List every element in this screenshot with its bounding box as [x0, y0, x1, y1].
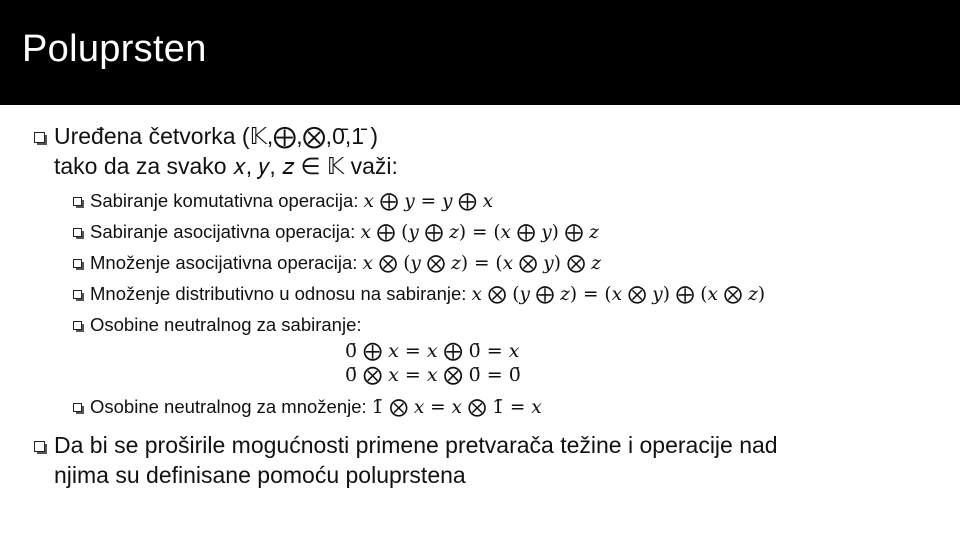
main-bullet-1-line2: tako da za svako 𝑥, 𝑦, 𝑧 ∈ 𝕂 važi: [54, 153, 398, 179]
formula: 𝑥 ⨂ (𝑦 ⨁ 𝑧) = (𝑥 ⨂ 𝑦) ⨁ (𝑥 ⨂ 𝑧) [471, 284, 766, 305]
checkbox-bullet-icon [73, 197, 82, 206]
formula: 𝑥 ⨁ 𝑦 = 𝑦 ⨁ 𝑥 [363, 191, 494, 212]
sub-bullet-text: Množenje distributivno u odnosu na sabiranje: [90, 283, 472, 304]
formula: 𝑥 ⨁ (𝑦 ⨁ 𝑧) = (𝑥 ⨁ 𝑦) ⨁ 𝑧 [360, 222, 599, 243]
sub-bullet-associative-mul [73, 252, 601, 274]
sub-bullet-neutral-mul [73, 396, 542, 418]
sub-bullet-commutative [73, 190, 493, 212]
formula: 1̄ ⨂ 𝑥 = 𝑥 ⨂ 1̄ = 𝑥 [371, 397, 542, 418]
main-bullet-2 [34, 432, 778, 459]
checkbox-bullet-icon [73, 259, 82, 268]
checkbox-bullet-icon [34, 132, 45, 143]
sub-bullet-neutral-add [73, 314, 362, 336]
checkbox-bullet-icon [73, 290, 82, 299]
sub-bullet-text: Osobine neutralnog za množenje: [90, 396, 372, 417]
sub-bullet-text: Množenje asocijativna operacija: [90, 252, 363, 273]
sub-bullet-text: Sabiranje asocijativna operacija: [90, 221, 361, 242]
main-bullet-2-line1: Da bi se proširile mogućnosti primene pretvarača težine i operacije nad [54, 432, 778, 458]
sub-bullet-associative-add [73, 221, 599, 243]
formula-neutral-add-2: 0̄ ⨂ 𝑥 = 𝑥 ⨂ 0̄ = 0̄ [345, 364, 521, 386]
slide-title: Poluprsten [22, 28, 207, 70]
main-bullet-1-line1: Uređena četvorka (𝕂,⨁,⨂,0̄,1̄ ) [54, 123, 379, 149]
checkbox-bullet-icon [73, 403, 82, 412]
main-bullet-1 [34, 123, 378, 150]
checkbox-bullet-icon [34, 441, 45, 452]
checkbox-bullet-icon [73, 228, 82, 237]
main-bullet-1-cont [54, 153, 398, 180]
sub-bullet-text: Sabiranje komutativna operacija: [90, 190, 364, 211]
formula-neutral-add-1: 0̄ ⨁ 𝑥 = 𝑥 ⨁ 0̄ = 𝑥 [345, 340, 520, 362]
sub-bullet-text: Osobine neutralnog za sabiranje: [90, 314, 362, 335]
title-bar [0, 0, 960, 105]
checkbox-bullet-icon [73, 321, 82, 330]
sub-bullet-distributive [73, 283, 765, 305]
formula: 𝑥 ⨂ (𝑦 ⨂ 𝑧) = (𝑥 ⨂ 𝑦) ⨂ 𝑧 [362, 253, 601, 274]
main-bullet-2-cont [54, 462, 466, 489]
main-bullet-2-line2: njima su definisane pomoću poluprstena [54, 462, 466, 488]
